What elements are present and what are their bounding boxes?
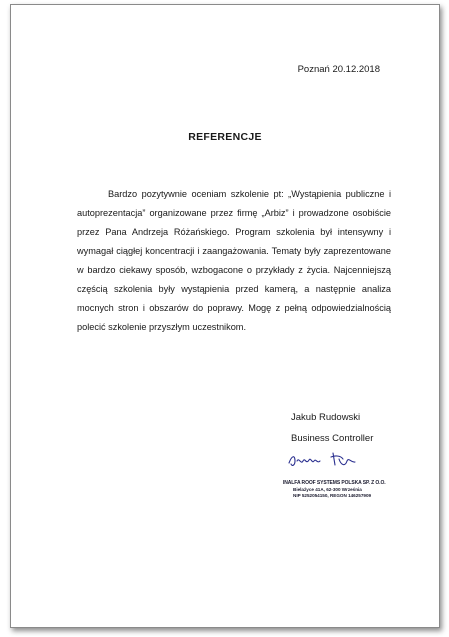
stamp-ids: NIP 5252054150, REGON 146257909	[293, 493, 372, 498]
company-stamp	[283, 480, 393, 499]
letter-body: Bardzo pozytywnie oceniam szkolenie pt: „Wystąpienia publiczne i autoprezentacja” organizowane przez firmę „Arbiz” i prowadzone osobiście przez Pana Andrzeja Różańskiego. Program szkolenia był intensywny i wymagał ciągłej koncentracji i zaangażowania. Tematy były zaprezentowane w bardzo ciekawy sposób, wzbogacone o przykłady z życia. Najcenniejszą częścią szkolenia były wystąpienia przed kamerą, a następnie analiza mocnych stron i obszarów do poprawy. Mogę z pełną odpowiedzialnością polecić szkolenie przyszłym uczestnikom.	[77, 189, 391, 332]
reference-letter	[11, 5, 439, 627]
stamp-address: Bielażyce 41A, 62-300 Września	[293, 487, 362, 492]
signatory-name: Jakub Rudowski	[291, 412, 361, 423]
letter-date: Poznań 20.12.2018	[297, 64, 380, 75]
document-frame	[10, 4, 440, 628]
letter-title: REFERENCJE	[188, 131, 262, 143]
handwritten-signature	[283, 447, 363, 473]
signatory-role: Business Controller	[291, 433, 374, 444]
stamp-company: INALFA ROOF SYSTEMS POLSKA SP. Z O.O.	[283, 480, 386, 486]
